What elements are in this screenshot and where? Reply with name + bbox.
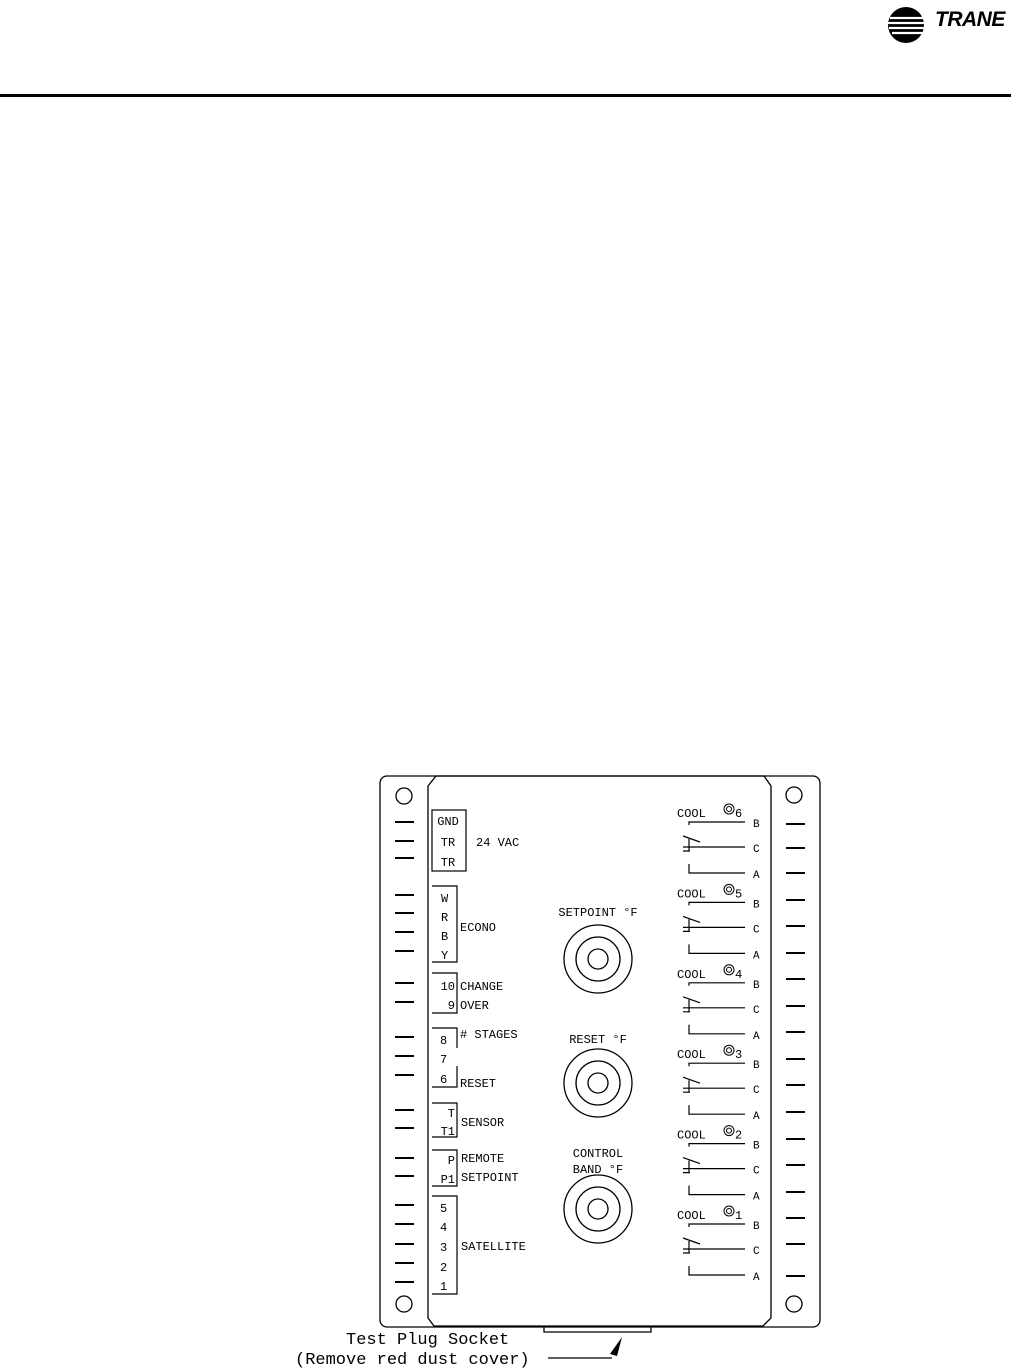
relay-terminal-label: C bbox=[753, 1004, 760, 1017]
terminal-slot bbox=[395, 840, 414, 842]
relay-number: 2 bbox=[735, 1128, 743, 1143]
knob-center-icon bbox=[588, 1073, 608, 1093]
relay-indicator-icon bbox=[727, 887, 732, 892]
terminal-pin-label: 3 bbox=[440, 1241, 448, 1255]
relay-indicator-icon bbox=[727, 1209, 732, 1214]
mounting-hole-icon bbox=[396, 1296, 412, 1312]
relay-indicator-icon bbox=[724, 884, 734, 894]
right-terminal-slots bbox=[786, 823, 805, 1277]
cool-relay-6 bbox=[677, 804, 760, 882]
terminal-pin-label: 8 bbox=[440, 1034, 448, 1048]
relay-terminal-label: B bbox=[753, 1140, 760, 1153]
terminal-group-satellite bbox=[432, 1196, 526, 1294]
terminal-slot bbox=[786, 872, 805, 874]
relay-contact-schematic bbox=[683, 1224, 745, 1275]
terminal-group-label: RESET bbox=[460, 1077, 497, 1091]
terminal-slot bbox=[395, 1001, 414, 1003]
relay-terminal-label: B bbox=[753, 1221, 760, 1233]
cool-relay-3 bbox=[677, 1045, 760, 1123]
terminal-group-power bbox=[432, 810, 519, 871]
terminal-pin-label: R bbox=[441, 911, 449, 925]
knob-setpoint bbox=[558, 906, 637, 993]
terminal-slot bbox=[395, 1157, 414, 1159]
terminal-group-label: SENSOR bbox=[461, 1116, 505, 1130]
terminal-slot bbox=[786, 1058, 805, 1060]
terminal-slot bbox=[395, 912, 414, 914]
cool-relay-5 bbox=[677, 884, 760, 962]
relay-label: COOL bbox=[677, 887, 706, 902]
terminal-slot bbox=[786, 978, 805, 980]
terminal-slot bbox=[786, 1138, 805, 1140]
cool-relay-4 bbox=[677, 965, 760, 1043]
knob-control-band bbox=[564, 1147, 632, 1243]
relay-terminal-label: B bbox=[753, 1060, 760, 1073]
terminal-pin-label: T1 bbox=[440, 1125, 455, 1139]
terminal-slot bbox=[395, 1055, 414, 1057]
terminal-pin-label: 4 bbox=[440, 1221, 448, 1235]
relay-label: COOL bbox=[677, 1048, 706, 1063]
terminal-slot bbox=[395, 1243, 414, 1245]
mounting-hole-icon bbox=[786, 1296, 802, 1312]
knob-label: RESET °F bbox=[569, 1033, 627, 1047]
terminal-slot bbox=[395, 1281, 414, 1283]
terminal-slot bbox=[395, 982, 414, 984]
terminal-slot bbox=[786, 1084, 805, 1086]
terminal-group-label: # STAGES bbox=[460, 1028, 518, 1042]
knob-center-icon bbox=[588, 949, 608, 969]
relay-label: COOL bbox=[677, 1128, 706, 1143]
terminal-pin-label: P bbox=[447, 1154, 455, 1168]
terminal-group-sensor bbox=[432, 1103, 504, 1139]
relay-terminal-label: A bbox=[753, 1111, 760, 1124]
terminal-slot bbox=[786, 1005, 805, 1007]
terminal-slot bbox=[395, 1109, 414, 1111]
terminal-slot bbox=[786, 847, 805, 849]
relay-indicator-icon bbox=[724, 965, 734, 975]
mounting-hole-icon bbox=[786, 787, 802, 803]
terminal-slot bbox=[786, 1243, 805, 1245]
relay-contact-schematic bbox=[683, 822, 745, 873]
relay-indicator-icon bbox=[727, 807, 732, 812]
terminal-pin-label: T bbox=[447, 1107, 455, 1121]
terminal-slot bbox=[786, 1217, 805, 1219]
terminal-group-label: SATELLITE bbox=[461, 1240, 526, 1254]
terminal-slot bbox=[395, 1223, 414, 1225]
terminal-slot bbox=[395, 931, 414, 933]
relay-terminal-label: C bbox=[753, 1165, 760, 1178]
terminal-slot bbox=[786, 1191, 805, 1193]
relay-terminal-label: A bbox=[753, 1030, 760, 1043]
relay-indicator-icon bbox=[724, 1206, 734, 1216]
terminal-slot bbox=[395, 1262, 414, 1264]
terminal-group-label: ECONO bbox=[460, 921, 497, 935]
terminal-slot bbox=[395, 894, 414, 896]
terminal-slot bbox=[786, 952, 805, 954]
terminal-group-label: SETPOINT bbox=[461, 1171, 519, 1185]
relay-indicator-icon bbox=[727, 1128, 732, 1133]
knob-label: SETPOINT °F bbox=[558, 906, 638, 920]
relay-contact-schematic bbox=[683, 902, 745, 953]
relay-terminal-label: B bbox=[753, 819, 760, 831]
relay-number: 5 bbox=[735, 887, 743, 902]
adjustment-knobs bbox=[558, 906, 637, 1243]
relay-number: 3 bbox=[735, 1048, 743, 1063]
terminal-pin-label: 10 bbox=[440, 980, 455, 994]
left-terminal-groups bbox=[432, 810, 526, 1294]
callout-arrowhead-icon bbox=[610, 1337, 622, 1356]
terminal-slot bbox=[395, 1036, 414, 1038]
terminal-slot bbox=[786, 1275, 805, 1277]
terminal-slot bbox=[786, 1031, 805, 1033]
left-terminal-slots bbox=[395, 821, 414, 1283]
terminal-pin-label: 5 bbox=[440, 1202, 448, 1216]
relay-contact-schematic bbox=[683, 1063, 745, 1114]
terminal-slot bbox=[786, 925, 805, 927]
relay-indicator-icon bbox=[724, 804, 734, 814]
relay-terminal-label: C bbox=[753, 844, 760, 856]
relay-terminal-label: A bbox=[753, 870, 760, 882]
terminal-pin-label: Y bbox=[441, 949, 449, 963]
knob-ring-icon bbox=[576, 1187, 620, 1231]
relay-contact-schematic bbox=[683, 983, 745, 1034]
relay-terminal-label: B bbox=[753, 979, 760, 992]
terminal-pin-label: TR bbox=[440, 856, 456, 870]
cool-relay-stages bbox=[677, 804, 760, 1284]
relay-terminal-label: A bbox=[753, 950, 760, 963]
relay-terminal-label: C bbox=[753, 1246, 760, 1258]
terminal-slot bbox=[395, 950, 414, 952]
terminal-slot bbox=[395, 1074, 414, 1076]
relay-indicator-icon bbox=[727, 967, 732, 972]
knob-outer-ring-icon bbox=[564, 1175, 632, 1243]
terminal-slot bbox=[786, 1111, 805, 1113]
terminal-group-changeover bbox=[432, 973, 503, 1013]
relay-number: 4 bbox=[735, 967, 743, 982]
knob-ring-icon bbox=[576, 1061, 620, 1105]
relay-number: 6 bbox=[735, 807, 743, 821]
terminal-pin-label: 9 bbox=[447, 999, 455, 1013]
knob-ring-icon bbox=[576, 937, 620, 981]
terminal-pin-label: 6 bbox=[440, 1073, 448, 1087]
relay-label: COOL bbox=[677, 807, 706, 821]
callout-line-1: Test Plug Socket bbox=[346, 1331, 510, 1350]
terminal-group-label: REMOTE bbox=[461, 1152, 505, 1166]
terminal-pin-label: GND bbox=[437, 815, 459, 829]
relay-label: COOL bbox=[677, 1209, 706, 1223]
terminal-slot bbox=[786, 899, 805, 901]
relay-indicator-icon bbox=[727, 1048, 732, 1053]
terminal-group-econo bbox=[432, 886, 496, 963]
knob-center-icon bbox=[588, 1199, 608, 1219]
relay-terminal-label: A bbox=[753, 1191, 760, 1204]
terminal-slot bbox=[395, 857, 414, 859]
terminal-pin-label: P1 bbox=[440, 1173, 455, 1187]
terminal-pin-label: 2 bbox=[440, 1261, 448, 1275]
relay-terminal-label: A bbox=[753, 1272, 760, 1284]
terminal-slot bbox=[395, 1127, 414, 1129]
relay-terminal-label: C bbox=[753, 924, 760, 937]
knob-reset bbox=[564, 1033, 632, 1117]
relay-terminal-label: C bbox=[753, 1085, 760, 1098]
terminal-slot bbox=[395, 1204, 414, 1206]
callout-line-2: (Remove red dust cover) bbox=[295, 1351, 530, 1368]
brand-name: TRANE bbox=[935, 8, 1005, 31]
relay-terminal-label: B bbox=[753, 899, 760, 912]
mounting-hole-icon bbox=[396, 788, 412, 804]
terminal-slot bbox=[395, 821, 414, 823]
terminal-group-label: OVER bbox=[460, 999, 489, 1013]
relay-number: 1 bbox=[735, 1209, 743, 1223]
terminal-pin-label: TR bbox=[440, 836, 456, 850]
relay-indicator-icon bbox=[724, 1045, 734, 1055]
terminal-slot bbox=[786, 823, 805, 825]
relay-contact-schematic bbox=[683, 1144, 745, 1195]
terminal-group-label: 24 VAC bbox=[476, 836, 520, 850]
knob-outer-ring-icon bbox=[564, 925, 632, 993]
relay-indicator-icon bbox=[724, 1126, 734, 1136]
terminal-pin-label: 1 bbox=[440, 1280, 448, 1294]
terminal-pin-label: 7 bbox=[440, 1053, 448, 1067]
terminal-pin-label: W bbox=[441, 892, 449, 906]
relay-label: COOL bbox=[677, 967, 706, 982]
cool-relay-1 bbox=[677, 1206, 760, 1284]
cool-relay-2 bbox=[677, 1126, 760, 1204]
terminal-group-remote bbox=[432, 1150, 519, 1187]
terminal-slot bbox=[786, 1164, 805, 1166]
terminal-group-stages bbox=[432, 1028, 518, 1091]
terminal-pin-label: B bbox=[441, 930, 449, 944]
terminal-group-label: CHANGE bbox=[460, 980, 504, 994]
terminal-slot bbox=[395, 1175, 414, 1177]
knob-label: CONTROL bbox=[572, 1147, 624, 1161]
knob-label: BAND °F bbox=[572, 1163, 624, 1177]
knob-outer-ring-icon bbox=[564, 1049, 632, 1117]
